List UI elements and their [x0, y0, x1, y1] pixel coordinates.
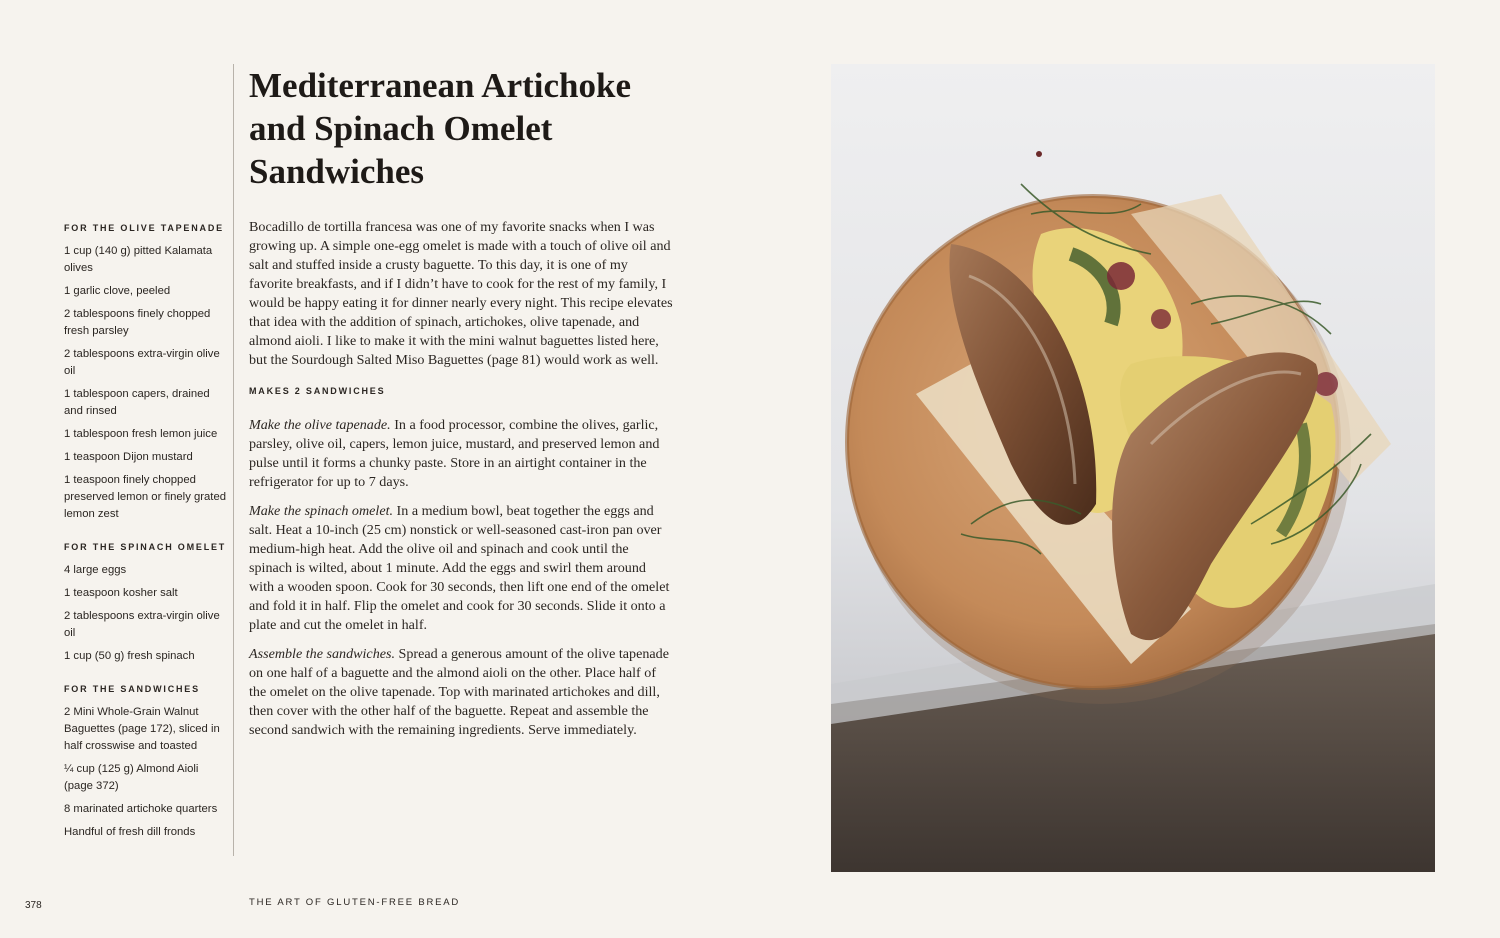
ingredient-item: 2 tablespoons extra-virgin olive oil [64, 610, 220, 639]
step-lead: Make the olive tapenade. [249, 417, 391, 433]
ingredient-item: 1 garlic clove, peeled [64, 285, 171, 297]
ingredient-group-tapenade [64, 220, 228, 523]
recipe-body [249, 218, 673, 750]
recipe-step [249, 416, 673, 492]
recipe-intro: Bocadillo de tortilla francesa was one of my favorite snacks when I was growing up. A simple one-egg omelet is made with a touch of olive oil and salt and stuffed inside a crusty baguette. To this day, it is one of my favorite breakfasts, and if I didn’t have to cook for the rest of my family, I would be happy eating it for dinner nearly every night. This recipe elevates that idea with the addition of spinach, artichokes, olive tapenade, and almond aioli. I like to make it with the mini walnut baguettes listed here, but the Sourdough Salted Miso Baguettes (page 81) would work as well. [249, 219, 673, 368]
step-lead: Make the spinach omelet. [249, 503, 394, 519]
recipe-step [249, 502, 673, 635]
column-divider [233, 64, 234, 856]
step-text: Spread a generous amount of the olive tapenade on one half of a baguette and the almond aioli on the other. Place half of the omelet on the olive tapenade. Top with marinated artichokes and dill, then cover with the other half of the baguette. Repeat and assemble the second sandwich with the remaining ingredients. Serve immediately. [249, 646, 669, 738]
ingredient-item: 2 Mini Whole-Grain Walnut Baguettes (page 172), sliced in half crosswise and toasted [64, 706, 220, 752]
step-lead: Assemble the sandwiches. [249, 646, 396, 662]
title-line: and Spinach Omelet [249, 109, 553, 148]
ingredient-group-heading: FOR THE SPINACH OMELET [64, 542, 227, 552]
ingredient-item: 1 tablespoon capers, drained and rinsed [64, 388, 210, 417]
ingredient-group-omelet [64, 539, 228, 665]
ingredient-item: 1 cup (140 g) pitted Kalamata olives [64, 245, 213, 274]
recipe-photo [831, 64, 1435, 872]
sandwich-plate-image [831, 64, 1435, 872]
ingredient-group-sandwiches [64, 681, 228, 841]
ingredient-item: Handful of fresh dill fronds [64, 826, 196, 838]
title-line: Sandwiches [249, 152, 425, 191]
ingredient-item: 1 teaspoon kosher salt [64, 587, 178, 599]
ingredient-item: ¼ cup (125 g) Almond Aioli (page 372) [64, 763, 199, 792]
ingredient-item: 1 cup (50 g) fresh spinach [64, 650, 195, 662]
ingredient-item: 1 tablespoon fresh lemon juice [64, 428, 218, 440]
ingredient-item: 1 teaspoon finely chopped preserved lemon or finely grated lemon zest [64, 474, 227, 520]
recipe-step [249, 645, 673, 740]
ingredient-group-heading: FOR THE OLIVE TAPENADE [64, 223, 224, 233]
ingredient-item: 2 tablespoons extra-virgin olive oil [64, 348, 220, 377]
recipe-title [249, 64, 689, 193]
recipe-yield: MAKES 2 SANDWICHES [249, 386, 386, 396]
page-number: 378 [25, 900, 42, 911]
step-text: In a medium bowl, beat together the eggs and salt. Heat a 10-inch (25 cm) nonstick or well-seasoned cast-iron pan over medium-high heat. Add the olive oil and spinach and cook until the spinach is wilted, about 1 minute. Add the eggs and swirl them around with a wooden spoon. Cook for 30 seconds, then lift one end of the omelet and fold it in half. Flip the omelet and cook for 30 seconds. Slide it onto a plate and cut the omelet in half. [249, 503, 670, 633]
ingredient-group-heading: FOR THE SANDWICHES [64, 684, 200, 694]
ingredients-list [64, 220, 228, 857]
ingredient-item: 2 tablespoons finely chopped fresh parsley [64, 308, 211, 337]
title-line: Mediterranean Artichoke [249, 66, 631, 105]
ingredient-item: 4 large eggs [64, 564, 127, 576]
ingredient-item: 1 teaspoon Dijon mustard [64, 451, 193, 463]
book-title-footer: THE ART OF GLUTEN-FREE BREAD [249, 897, 461, 908]
step-text: In a food processor, combine the olives, garlic, parsley, olive oil, capers, lemon juice, mustard, and preserved lemon and pulse until it forms a chunky paste. Store in an airtight container in the refrigerator for up to 7 days. [249, 417, 660, 490]
ingredient-item: 8 marinated artichoke quarters [64, 803, 218, 815]
